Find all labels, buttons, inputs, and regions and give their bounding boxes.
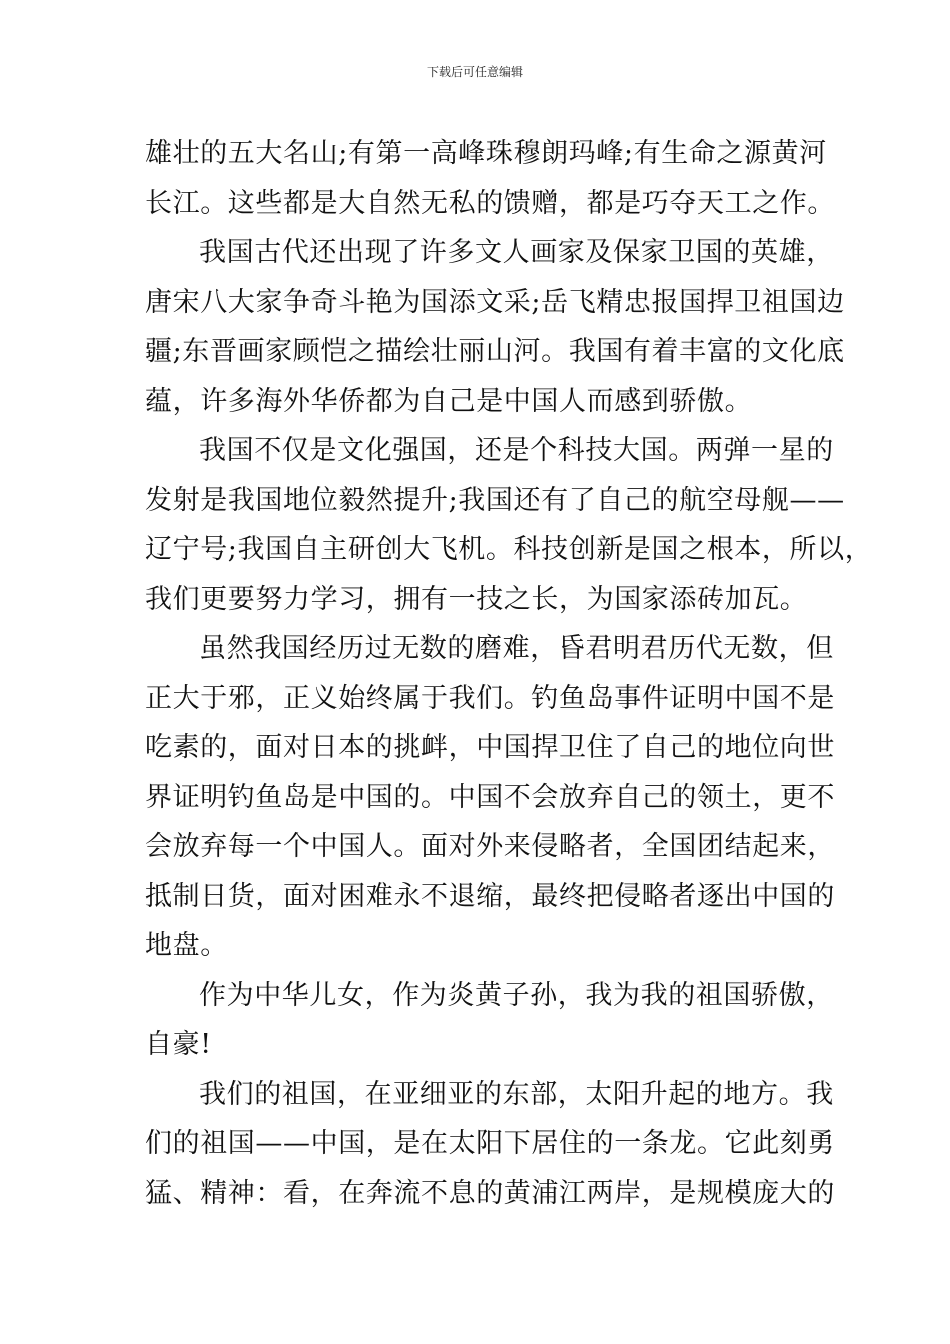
text-line: 疆;东晋画家顾恺之描绘壮丽山河。我国有着丰富的文化底 <box>145 336 845 367</box>
text-line: 正大于邪，正义始终属于我们。钓鱼岛事件证明中国不是 <box>145 682 835 714</box>
text-line: 抵制日货，面对困难永不退缩，最终把侵略者逐出中国的 <box>145 880 835 912</box>
text-line: 辽宁号;我国自主研创大飞机。科技创新是国之根本，所以， <box>145 534 873 565</box>
paragraph-first-line: 我国古代还出现了许多文人画家及保家卫国的英雄， <box>199 237 834 268</box>
text-line: 猛、精神：看，在奔流不息的黄浦江两岸，是规模庞大的 <box>145 1177 835 1209</box>
text-line: 唐宋八大家争奇斗艳为国添文采;岳飞精忠报国捍卫祖国边 <box>145 286 845 318</box>
text-line: 界证明钓鱼岛是中国的。中国不会放弃自己的领土，更不 <box>145 781 835 813</box>
text-line: 地盘。 <box>145 930 228 961</box>
page-header: 下载后可任意编辑 <box>426 65 523 79</box>
text-line: 们的祖国——中国，是在太阳下居住的一条龙。它此刻勇 <box>145 1128 835 1159</box>
text-line: 雄壮的五大名山;有第一高峰珠穆朗玛峰;有生命之源黄河 <box>145 138 827 169</box>
text-line: 我们更要努力学习，拥有一技之长，为国家添砖加瓦。 <box>145 583 808 615</box>
paragraph-first-line: 作为中华儿女，作为炎黄子孙，我为我的祖国骄傲， <box>199 979 834 1011</box>
text-line: 长江。这些都是大自然无私的馈赠，都是巧夺天工之作。 <box>145 187 835 219</box>
text-line: 吃素的，面对日本的挑衅，中国捍卫住了自己的地位向世 <box>145 732 835 763</box>
text-line: 发射是我国地位毅然提升;我国还有了自己的航空母舰—— <box>145 484 845 516</box>
paragraph-first-line: 我国不仅是文化强国，还是个科技大国。两弹一星的 <box>199 435 834 466</box>
document-body <box>145 129 873 1218</box>
paragraph-first-line: 我们的祖国，在亚细亚的东部，太阳升起的地方。我 <box>199 1078 834 1110</box>
text-line: 自豪! <box>145 1029 212 1060</box>
text-line: 蕴，许多海外华侨都为自己是中国人而感到骄傲。 <box>145 385 753 417</box>
text-line: 会放弃每一个中国人。面对外来侵略者，全国团结起来， <box>145 831 835 862</box>
paragraph-first-line: 虽然我国经历过无数的磨难，昏君明君历代无数，但 <box>199 633 834 664</box>
